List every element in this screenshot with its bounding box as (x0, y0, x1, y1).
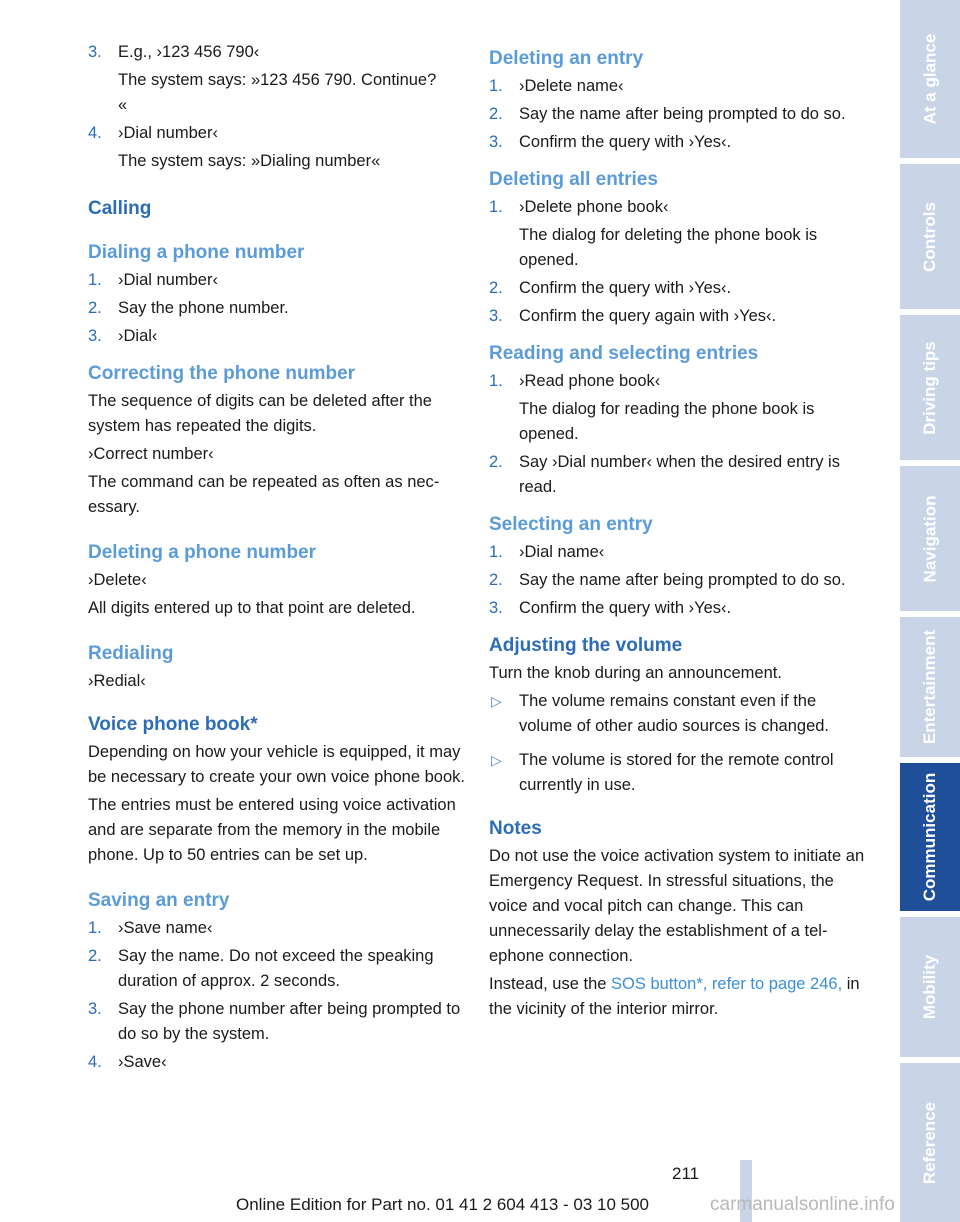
step-text: ›Dial number‹ (118, 124, 218, 142)
tab-driving-tips[interactable]: Driving tips (900, 315, 960, 460)
step-continuation: The dialog for reading the phone book is opened. (519, 400, 815, 443)
step-number: 1. (489, 543, 503, 561)
step-number: 3. (88, 1000, 102, 1018)
step-number: 2. (489, 571, 503, 589)
step-text: E.g., ›123 456 790‹ (118, 43, 260, 61)
step-text: Confirm the query again with ›Yes‹. (519, 307, 777, 325)
step-text: Say ›Dial number‹ when the desired entry is read. (519, 453, 840, 496)
step-item (88, 1050, 466, 1075)
step-text: ›Dial number‹ (118, 271, 218, 289)
bullet-text: The volume remains constant even if the volume of other audio sources is changed. (519, 692, 830, 735)
paragraph: Instead, use the SOS button*, refer to page 246, in the vicinity of the interior mirror. (489, 975, 860, 1018)
step-number: 1. (88, 919, 102, 937)
step-number: 4. (88, 1053, 102, 1071)
step-number: 4. (88, 124, 102, 142)
chapter-sidebar (900, 0, 960, 1222)
tab-controls[interactable]: Controls (900, 164, 960, 309)
tab-entertainment[interactable]: Entertainment (900, 617, 960, 757)
step-item (489, 568, 865, 593)
step-text: ›Read phone book‹ (519, 372, 661, 390)
step-text: ›Save‹ (118, 1053, 167, 1071)
step-item (489, 102, 865, 127)
step-text: Confirm the query with ›Yes‹. (519, 133, 732, 151)
command-text: ›Redial‹ (88, 672, 146, 690)
paragraph: Turn the knob during an announcement. (489, 664, 782, 682)
selecting-steps-list (489, 540, 865, 621)
step-item (489, 540, 865, 565)
step-text: ›Save name‹ (118, 919, 213, 937)
paragraph: Do not use the voice activation system to initiate an Emergency Request. In stressful situations, the voice and vocal pitch can change. This can unnecessarily delay the establishment of a telephone connection. (489, 847, 865, 965)
section-heading-voice-book: Voice phone book* (88, 714, 258, 735)
step-item: 2. Confirm the query with ›Yes‹. (489, 279, 732, 297)
step-item: 2. Say ›Dial number‹ when the desired entry is read. (489, 453, 840, 496)
section-heading-selecting: Selecting an entry (489, 514, 653, 535)
step-number: 2. (489, 105, 503, 123)
step-item (88, 324, 466, 349)
step-item (88, 916, 466, 941)
step-item (88, 40, 466, 65)
section-heading-saving: Saving an entry (88, 890, 230, 911)
right-column (489, 47, 865, 1022)
step-continuation: The dialog for deleting the phone book is opened. (519, 226, 818, 269)
step-text: ›Delete name‹ (519, 77, 624, 95)
step-text: ›Dial name‹ (519, 543, 605, 561)
step-number: 3. (88, 327, 102, 345)
step-item (88, 121, 466, 146)
step-item (88, 997, 466, 1047)
step-text: Say the name after being prompted to do so. (519, 571, 846, 589)
command-text: ›Delete‹ (88, 571, 147, 589)
triangle-bullet-icon: ▷ (491, 752, 502, 768)
tab-reference[interactable]: Reference (900, 1063, 960, 1222)
saving-steps-list (88, 916, 466, 1075)
tab-at-a-glance[interactable]: At a glance (900, 0, 960, 158)
bullet-item (489, 689, 865, 739)
step-text: Say the name after being prompted to do so. (519, 105, 846, 123)
paragraph: The sequence of digits can be deleted after the system has repeated the digits. (88, 392, 432, 435)
step-text: Say the phone number after being prompted to do so by the system. (118, 1000, 461, 1043)
step-number: 2. (88, 947, 102, 965)
step-number: 1. (489, 77, 503, 95)
step-continuation: The system says: »Dialing number« (118, 152, 381, 170)
paragraph: Depending on how your vehicle is equipped, it may be necessary to create your own voice phone book. (88, 743, 465, 786)
tab-navigation[interactable]: Navigation (900, 466, 960, 611)
step-text: Say the name. Do not exceed the speaking duration of approx. 2 seconds. (118, 947, 434, 990)
command-text: ›Correct number‹ (88, 445, 214, 463)
tab-communication[interactable]: Communication (900, 763, 960, 911)
paragraph: The entries must be entered using voice activation and are separate from the memory in the mobile phone. Up to 50 entries can be set up. (88, 796, 456, 864)
step-item: 3. Confirm the query again with ›Yes‹. (489, 307, 777, 325)
dialing-steps-list (88, 268, 466, 349)
step-item: 1. ›Delete phone book‹ (489, 198, 669, 216)
step-text: ›Dial‹ (118, 327, 158, 345)
step-number: 1. (88, 271, 102, 289)
paragraph: All digits entered up to that point are deleted. (88, 599, 416, 617)
step-item (489, 130, 865, 155)
page-number: 211 (672, 1164, 700, 1183)
section-heading-deleting-all: Deleting all entries (489, 169, 658, 190)
step-number: 3. (489, 133, 503, 151)
step-number: 3. (88, 43, 102, 61)
tab-mobility[interactable]: Mobility (900, 917, 960, 1057)
left-column (88, 40, 466, 1075)
step-item (88, 944, 466, 994)
step-text: Confirm the query with ›Yes‹. (519, 599, 732, 617)
step-continuation: The system says: »123 456 790. Continue? (118, 71, 437, 89)
triangle-bullet-icon: ▷ (491, 693, 502, 709)
section-heading-deleting-entry: Deleting an entry (489, 48, 644, 69)
bullet-text: The volume is stored for the remote control currently in use. (519, 751, 834, 794)
step-item (88, 296, 466, 321)
step-number: 2. (88, 299, 102, 317)
step-continuation: « (118, 96, 128, 114)
volume-bullets-list (489, 689, 865, 798)
watermark: carmanualsonline.info (710, 1194, 895, 1215)
section-heading-notes: Notes (489, 818, 542, 839)
step-item (489, 596, 865, 621)
footer-text: Online Edition for Part no. 01 41 2 604 413 - 03 10 500 (236, 1195, 650, 1214)
step-number: 3. (489, 599, 503, 617)
step-text: Say the phone number. (118, 299, 289, 317)
bullet-item (489, 748, 865, 798)
sos-button-page-link[interactable]: SOS button*, refer to page 246, (611, 975, 843, 993)
section-heading-volume: Adjusting the volume (489, 635, 683, 656)
step-item (88, 268, 466, 293)
step-item (489, 74, 865, 99)
deleting-entry-steps-list (489, 74, 865, 155)
paragraph: The command can be repeated as often as necessary. (88, 473, 440, 516)
section-heading-reading: Reading and selecting entries (489, 343, 759, 364)
section-heading-dialing: Dialing a phone number (88, 242, 305, 263)
section-heading-correcting: Correcting the phone number (88, 363, 356, 384)
section-heading-deleting-number: Deleting a phone number (88, 542, 317, 563)
section-heading-calling: Calling (88, 198, 152, 219)
step-text: Confirm the query with ›Yes‹. (519, 279, 732, 297)
step-item: 1. ›Read phone book‹ (489, 372, 661, 390)
section-heading-redialing: Redialing (88, 643, 174, 664)
step-text: ›Delete phone book‹ (519, 198, 669, 216)
